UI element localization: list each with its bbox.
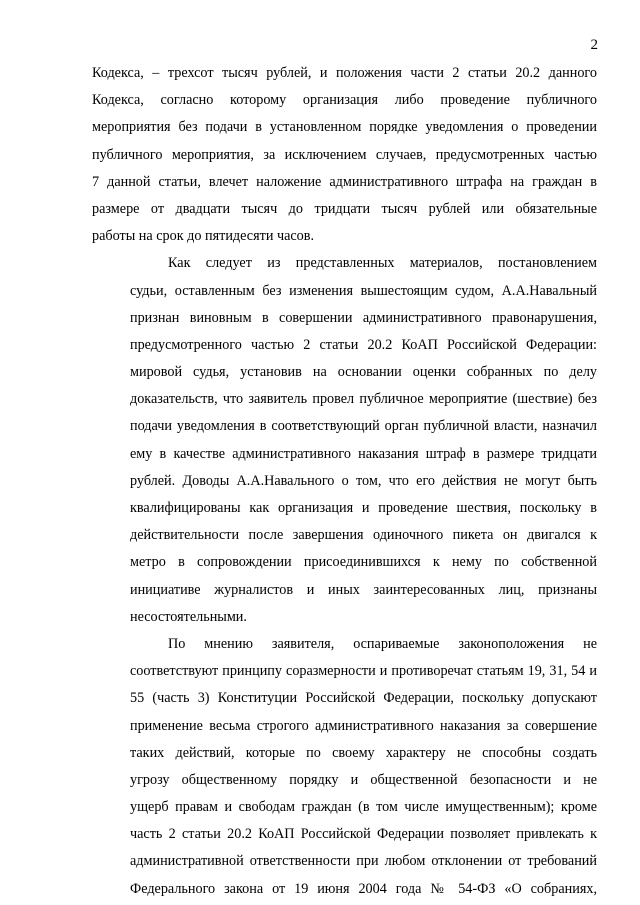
text-line: несостоятельными. xyxy=(130,608,247,625)
text-line: угрозу общественному порядку и общественной безопасности и не xyxy=(130,771,597,788)
text-line: Федерального закона от 19 июня 2004 года № 54-ФЗ «О собраниях, xyxy=(130,880,597,897)
text-line: 55 (часть 3) Конституции Российской Федерации, поскольку допускают xyxy=(130,690,597,707)
text-line: Как следует из представленных материалов, постановлением xyxy=(168,255,597,272)
text-line: часть 2 статьи 20.2 КоАП Российской Федерации позволяет привлекать к xyxy=(130,826,597,843)
text-line: мировой судья, установив на основании оценки собранных по делу xyxy=(130,364,597,381)
text-line: 7 данной статьи, влечет наложение административного штрафа на граждан в xyxy=(92,173,597,190)
page-number: 2 xyxy=(590,37,598,53)
text-line: доказательств, что заявитель провел публичное мероприятие (шествие) без xyxy=(130,391,597,408)
text-line: мероприятия без подачи в установленном порядке уведомления о проведении xyxy=(92,119,597,136)
paragraph-3 xyxy=(92,631,597,903)
text-line: публичного мероприятия, за исключением случаев, предусмотренных частью xyxy=(92,146,597,163)
text-line: Кодекса, согласно которому организация либо проведение публичного xyxy=(92,92,597,109)
text-line: квалифицированы как организация и проведение шествия, поскольку в xyxy=(130,500,597,516)
text-line: подачи уведомления в соответствующий орган публичной власти, назначил xyxy=(130,418,597,435)
text-line: ущерб правам и свободам граждан (в том числе имущественным); кроме xyxy=(130,799,597,816)
text-line: размере от двадцати тысяч до тридцати тысяч рублей или обязательные xyxy=(92,200,597,217)
text-line: предусмотренного частью 2 статьи 20.2 КоАП Российской Федерации: xyxy=(130,336,597,353)
text-line: метро в сопровождении присоединившихся к нему по собственной xyxy=(130,554,597,571)
text-line: административной ответственности при любом отклонении от требований xyxy=(130,853,597,870)
text-line: рублей. Доводы А.А.Навального о том, что его действия не могут быть xyxy=(130,472,597,489)
text-line: действительности после завершения одиночного пикета он двигался к xyxy=(130,527,597,544)
paragraph-2 xyxy=(92,250,597,631)
text-line: ему в качестве административного наказания штраф в размере тридцати xyxy=(130,445,597,462)
text-line: признан виновным в совершении административного правонарушения, xyxy=(130,309,597,326)
text-line: Кодекса, – трехсот тысяч рублей, и положения части 2 статьи 20.2 данного xyxy=(92,65,597,81)
text-line: инициативе журналистов и иных заинтересованных лиц, признаны xyxy=(130,581,597,598)
text-line: соответствуют принципу соразмерности и противоречат статьям 19, 31, 54 и xyxy=(130,663,597,680)
paragraph-1 xyxy=(92,60,597,250)
text-line: таких действий, которые по своему характеру не способны создать xyxy=(130,744,597,761)
text-line: По мнению заявителя, оспариваемые законоположения не xyxy=(168,635,597,652)
text-line: судьи, оставленным без изменения вышестоящим судом, А.А.Навальный xyxy=(130,282,597,299)
text-line: применение весьма строгого административного наказания за совершение xyxy=(130,717,597,734)
text-line: работы на срок до пятидесяти часов. xyxy=(92,228,315,245)
document-body xyxy=(92,60,597,903)
